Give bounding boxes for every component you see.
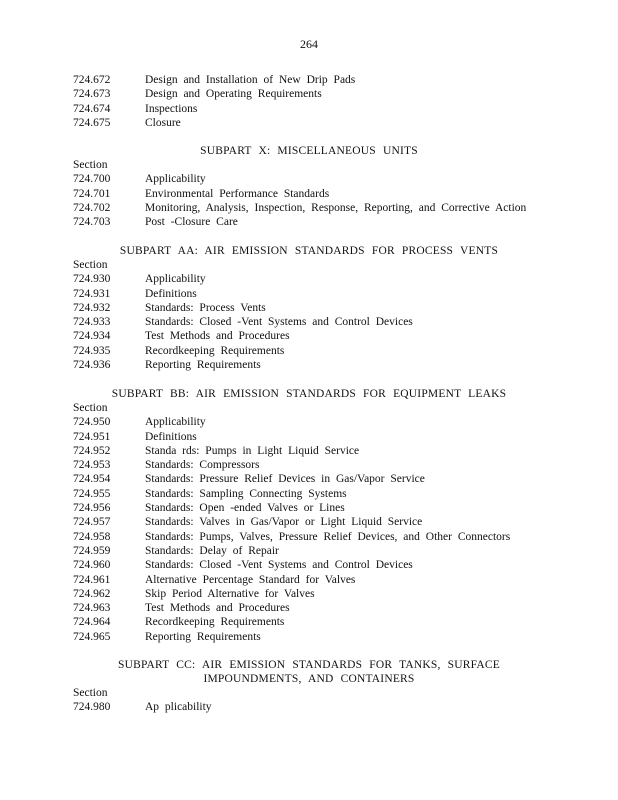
section-title: Reporting Requirements bbox=[145, 359, 261, 372]
section-number: 724.935 bbox=[73, 344, 111, 357]
section-title: Recordkeeping Requirements bbox=[145, 616, 285, 629]
section-title: Standards: Pressure Relief Devices in Gas/Vapor Service bbox=[145, 473, 425, 486]
section-title: Standards: Compressors bbox=[145, 459, 260, 472]
subpart-bb-heading: SUBPART BB: AIR EMISSION STANDARDS FOR EQUIPMENT LEAKS bbox=[111, 388, 507, 400]
section-title: Standards: Sampling Connecting Systems bbox=[145, 487, 347, 500]
section-title: Design and Operating Requirements bbox=[145, 88, 322, 101]
section-number: 724.936 bbox=[73, 359, 111, 372]
section-number: 724.703 bbox=[73, 216, 111, 229]
list-item bbox=[73, 73, 593, 87]
section-title: Post -Closure Care bbox=[145, 216, 238, 229]
list-item bbox=[73, 700, 593, 714]
section-number: 724.672 bbox=[73, 74, 111, 86]
section-number: 724.961 bbox=[73, 573, 111, 586]
subpart-cc-heading-line2: IMPOUNDMENTS, AND CONTAINERS bbox=[203, 673, 415, 686]
list-item bbox=[73, 444, 593, 458]
section-title: Definitions bbox=[145, 430, 197, 443]
section-title: Applicability bbox=[145, 273, 206, 286]
list-item bbox=[73, 116, 593, 130]
list-item bbox=[73, 630, 593, 644]
page-number: 264 bbox=[300, 37, 318, 51]
subpart-aa-heading: SUBPART AA: AIR EMISSION STANDARDS FOR PROCESS VENTS bbox=[119, 245, 499, 257]
section-number: 724.950 bbox=[73, 416, 111, 429]
section-title: Applicability bbox=[145, 173, 206, 186]
section-title: Standards: Delay of Repair bbox=[145, 544, 279, 557]
subpart-x-section-list bbox=[73, 158, 593, 229]
section-title: Monitoring, Analysis, Inspection, Response, Reporting, and Corrective Action bbox=[145, 201, 527, 214]
list-item bbox=[73, 287, 593, 301]
list-item bbox=[73, 587, 593, 601]
section-title: Standards: Valves in Gas/Vapor or Light Liquid Service bbox=[145, 516, 423, 529]
list-item bbox=[73, 215, 593, 229]
list-item bbox=[73, 201, 593, 215]
section-number: 724.954 bbox=[73, 473, 111, 486]
list-item bbox=[73, 430, 593, 444]
section-title: Skip Period Alternative for Valves bbox=[145, 587, 315, 600]
list-item bbox=[73, 329, 593, 343]
list-item bbox=[73, 487, 593, 501]
section-title: Standards: Pumps, Valves, Pressure Relief Devices, and Other Connectors bbox=[145, 530, 511, 543]
list-item bbox=[73, 172, 593, 186]
section-title: Applicability bbox=[145, 416, 206, 429]
list-item bbox=[73, 358, 593, 372]
section-number: 724.700 bbox=[73, 173, 111, 186]
intro-section-list bbox=[73, 73, 593, 130]
section-number: 724.957 bbox=[73, 516, 111, 529]
list-item bbox=[73, 187, 593, 201]
list-item bbox=[73, 458, 593, 472]
list-item bbox=[73, 301, 593, 315]
list-item bbox=[73, 272, 593, 286]
section-number: 724.933 bbox=[73, 316, 111, 329]
section-number: 724.958 bbox=[73, 530, 111, 543]
section-title: Definitions bbox=[145, 287, 197, 300]
section-number: 724.932 bbox=[73, 301, 111, 314]
section-number: 724.931 bbox=[73, 287, 111, 300]
list-item bbox=[73, 615, 593, 629]
list-item bbox=[73, 601, 593, 615]
list-item bbox=[73, 558, 593, 572]
subpart-cc-section-list bbox=[73, 686, 593, 715]
section-title: Environmental Performance Standards bbox=[145, 187, 330, 200]
section-number: 724.955 bbox=[73, 487, 111, 500]
list-item bbox=[73, 544, 593, 558]
section-title: Standa rds: Pumps in Light Liquid Service bbox=[145, 444, 360, 457]
section-number: 724.934 bbox=[73, 330, 111, 343]
section-number: 724.959 bbox=[73, 544, 111, 557]
list-item bbox=[73, 515, 593, 529]
section-title: Inspections bbox=[145, 102, 198, 115]
section-number: 724.930 bbox=[73, 273, 111, 286]
list-item bbox=[73, 87, 593, 101]
section-number: 724.952 bbox=[73, 444, 111, 457]
section-number: 724.701 bbox=[73, 187, 111, 200]
section-number: 724.674 bbox=[73, 102, 111, 115]
section-number: 724.956 bbox=[73, 502, 111, 515]
section-title: Standards: Closed -Vent Systems and Control Devices bbox=[145, 316, 413, 329]
section-number: 724.964 bbox=[73, 616, 111, 629]
section-title: Standards: Closed -Vent Systems and Control Devices bbox=[145, 559, 413, 572]
section-number: 724.675 bbox=[73, 116, 111, 129]
section-number: 724.960 bbox=[73, 559, 111, 572]
section-title: Standards: Open -ended Valves or Lines bbox=[145, 502, 345, 515]
section-title: Ap plicability bbox=[145, 701, 212, 714]
section-label: Section bbox=[73, 402, 108, 414]
list-item bbox=[73, 573, 593, 587]
list-item bbox=[73, 501, 593, 515]
subpart-bb-section-list bbox=[73, 401, 593, 644]
section-number: 724.962 bbox=[73, 587, 111, 600]
section-label: Section bbox=[73, 687, 108, 699]
subpart-aa-section-list bbox=[73, 258, 593, 372]
subpart-cc-heading-line1: SUBPART CC: AIR EMISSION STANDARDS FOR TANKS, SURFACE bbox=[117, 659, 500, 671]
section-title: Test Methods and Procedures bbox=[145, 330, 290, 343]
section-title: Test Methods and Procedures bbox=[145, 602, 290, 615]
section-label: Section bbox=[73, 159, 108, 171]
section-number: 724.702 bbox=[73, 201, 111, 214]
section-title: Reporting Requirements bbox=[145, 630, 261, 643]
section-number: 724.953 bbox=[73, 459, 111, 472]
section-number: 724.965 bbox=[73, 630, 111, 643]
section-title: Standards: Process Vents bbox=[145, 301, 266, 314]
list-item bbox=[73, 102, 593, 116]
section-number: 724.951 bbox=[73, 430, 111, 443]
list-item bbox=[73, 472, 593, 486]
list-item bbox=[73, 344, 593, 358]
section-title: Recordkeeping Requirements bbox=[145, 344, 285, 357]
list-item bbox=[73, 315, 593, 329]
section-number: 724.980 bbox=[73, 701, 111, 714]
list-item bbox=[73, 415, 593, 429]
subpart-cc-heading bbox=[0, 658, 618, 687]
subpart-x-heading: SUBPART X: MISCELLANEOUS UNITS bbox=[200, 145, 418, 157]
section-title: Design and Installation of New Drip Pads bbox=[145, 74, 356, 86]
section-number: 724.673 bbox=[73, 88, 111, 101]
section-number: 724.963 bbox=[73, 602, 111, 615]
section-title: Closure bbox=[145, 116, 181, 129]
section-title: Alternative Percentage Standard for Valves bbox=[145, 573, 356, 586]
section-label: Section bbox=[73, 259, 108, 271]
list-item bbox=[73, 530, 593, 544]
